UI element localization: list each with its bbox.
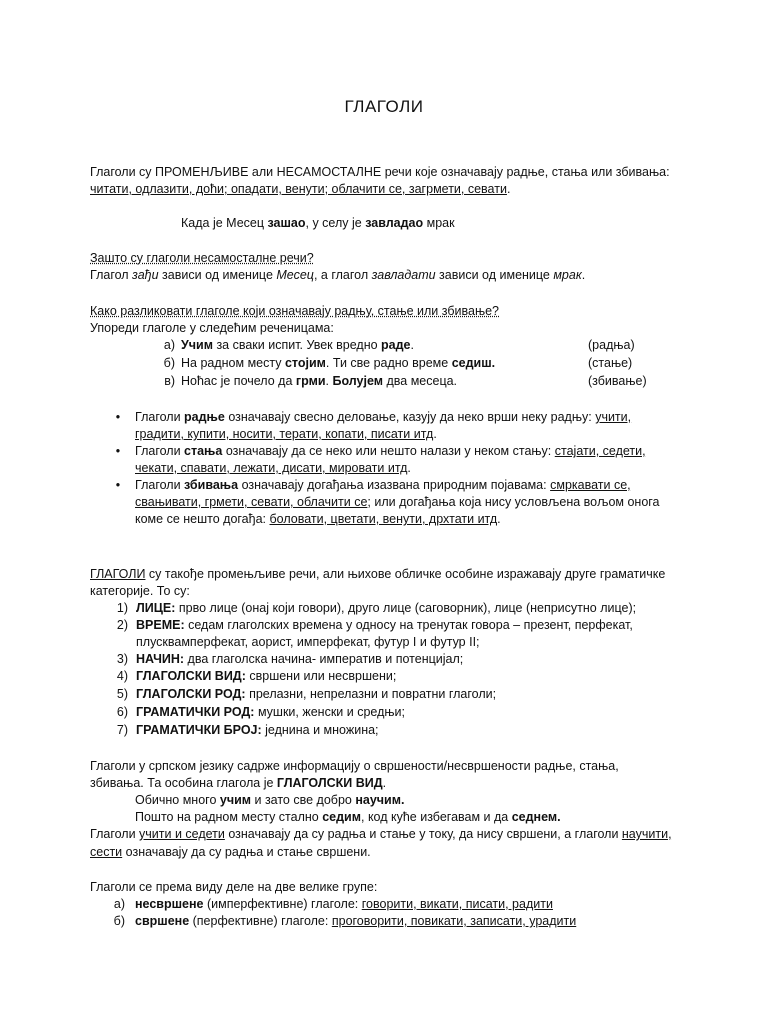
text-run: свршени или несвршени; [245, 669, 397, 683]
list-item [136, 617, 633, 634]
text-run: (перфективне) глаголе: [189, 914, 332, 928]
italic-run: зађи [132, 268, 159, 282]
text-run: Глаголи [135, 410, 185, 424]
verb-bold: седим [322, 810, 361, 824]
categories-intro-2: категорије. То су: [90, 584, 190, 598]
verb-bold: завладао [365, 216, 424, 230]
list-number: 1) [116, 601, 128, 615]
text-run: , код куће избегавам и да [361, 810, 512, 824]
item-label: б) [113, 914, 125, 928]
underlined-run: говорити, викати, писати, радити [361, 897, 553, 911]
text-run: Глаголи су [90, 165, 155, 179]
item-label: а) [113, 897, 125, 911]
list-item [136, 668, 396, 685]
verb-bold: седиш. [451, 356, 496, 370]
text-run: али [248, 165, 277, 179]
text-run: , а глагол [313, 268, 372, 282]
verb-bold: седнем. [511, 810, 561, 824]
aspect-line-1: Глаголи у српском језику садрже информацију о свршености/несвршености радње, стања, [90, 759, 619, 773]
aspect-example-2 [135, 809, 561, 826]
list-item [136, 704, 405, 721]
term-bold: ГЛАГОЛСКИ РОД: [136, 687, 246, 701]
text-run: збивања. Та особина глагола је [90, 776, 277, 790]
list-item [136, 651, 463, 668]
text-run: Када је Месец [181, 216, 268, 230]
italic-run: завладати [371, 268, 436, 282]
term-bold: свршене [135, 914, 190, 928]
list-item-continuation [136, 634, 480, 651]
list-item [136, 600, 636, 617]
text-run: означавају да се неко или нешто налази у неком стању: [222, 444, 555, 458]
text-run: . [497, 512, 501, 526]
bullet-glyph: • [115, 478, 121, 492]
bullet-glyph: • [115, 410, 121, 424]
text-run: . Ти све радно време [325, 356, 452, 370]
list-number: 2) [116, 618, 128, 632]
text-run: . [382, 776, 387, 790]
text-run: два месеца. [383, 374, 458, 388]
text-run: Глаголи [135, 478, 185, 492]
list-number: 7) [116, 723, 128, 737]
aspect-example-1 [135, 792, 404, 809]
underlined-run: сести [90, 845, 123, 859]
list-item [136, 722, 379, 739]
underlined-run: свањивати, грмети, севати, облачити се [135, 495, 368, 509]
categories-intro-1 [90, 566, 665, 583]
text-run: коме се нешто догађа: [135, 512, 270, 526]
aspect-line-2 [90, 775, 386, 792]
item-text [181, 355, 495, 372]
why-heading: Зашто су глаголи несамосталне речи? [90, 251, 314, 265]
underlined-run: учити и седети [139, 827, 225, 841]
verb-bold: Учим [181, 338, 213, 352]
verb-bold: научим. [355, 793, 405, 807]
underlined-run: учити, [595, 410, 632, 424]
why-answer [90, 267, 585, 284]
text-run: Пошто на радном месту стално [135, 810, 323, 824]
term-bold: ГРАМАТИЧКИ РОД: [136, 705, 255, 719]
bullet-line [135, 409, 631, 426]
text-run: и зато све добро [251, 793, 356, 807]
text-run: плусквамперфекат, аорист, имперфекат, футур I и футур II; [136, 635, 480, 649]
italic-run: Месец [276, 268, 314, 282]
underlined-run: чекати, спавати, лежати, дисати, мировати итд [135, 461, 408, 475]
underlined-run: боловати, цветати, венути, дрхтати итд [269, 512, 498, 526]
term-bold: стања [184, 444, 223, 458]
italic-run: мрак [553, 268, 582, 282]
intro-line-1 [90, 164, 670, 181]
list-number: 3) [116, 652, 128, 666]
examples-text: читати, одлазити, доћи; опадати, венути; облачити се, загрмети, севати [90, 182, 507, 196]
term-bold: ГЛАГОЛСКИ ВИД [276, 776, 383, 790]
compare-instruction: Упореди глаголе у следећим реченицама: [90, 321, 334, 335]
text-run: НЕСАМОСТАЛНЕ [276, 165, 382, 179]
term-bold: ГЛАГОЛСКИ ВИД: [136, 669, 246, 683]
bullet-line [135, 477, 631, 494]
text-run: Глаголи [135, 444, 185, 458]
verb-bold: зашао [267, 216, 306, 230]
text-run: мушки, женски и средњи; [254, 705, 405, 719]
term-bold: радње [184, 410, 225, 424]
text-run: . [407, 461, 411, 475]
list-number: 6) [116, 705, 128, 719]
underlined-run: смркавати се, [550, 478, 631, 492]
item-label: б) [163, 356, 175, 370]
text-run: означавају да су радња и стање свршени. [122, 845, 371, 859]
list-number: 4) [116, 669, 128, 683]
text-run: . [410, 338, 414, 352]
page-title: ГЛАГОЛИ [344, 97, 424, 116]
text-run: Ноћас је почело да [181, 374, 296, 388]
text-run: зависи од именице [158, 268, 277, 282]
text-run: Глагол [90, 268, 133, 282]
item-tag: (стање) [588, 356, 633, 370]
how-heading: Како разликовати глаголе који означавају радњу, стање или збивање? [90, 304, 500, 318]
term-bold: збивања [184, 478, 239, 492]
item-tag: (радња) [588, 338, 635, 352]
item-text [181, 337, 414, 354]
text-run: означавају свесно деловање, казују да неко врши неку радњу: [224, 410, 596, 424]
item-text [135, 913, 576, 930]
text-run: прво лице (онај који говори), друго лице (саговорник), лице (неприсутно лице); [175, 601, 637, 615]
verb-bold: грми [295, 374, 326, 388]
text-run: означавају догађања изазвана природним појавама: [238, 478, 551, 492]
text-run: прелазни, непрелазни и повратни глаголи; [245, 687, 497, 701]
item-label: в) [164, 374, 175, 388]
underlined-run: ГЛАГОЛИ [90, 567, 146, 581]
text-run: речи које означавају радње, стања или збивања: [381, 165, 670, 179]
list-item [136, 686, 496, 703]
underlined-run: проговорити, повикати, записати, урадити [331, 914, 577, 928]
text-run: су такође промењљиве речи, али њихове обличке особине изражавају друге граматичке [145, 567, 666, 581]
text-run: за сваки испит. Увек вредно [212, 338, 382, 352]
text-run: зависи од именице [435, 268, 554, 282]
term-bold: несвршене [135, 897, 204, 911]
text-run: . [581, 268, 586, 282]
item-label: а) [163, 338, 175, 352]
bullet-line [135, 511, 501, 528]
term-bold: НАЧИН: [136, 652, 185, 666]
verb-bold: стојим [284, 356, 326, 370]
text-run: Обично много [135, 793, 220, 807]
text-run: . [325, 374, 333, 388]
verb-bold: Болујем [332, 374, 383, 388]
text-run: седам глаголских времена у односу на тренутак говора – презент, перфекат, [184, 618, 633, 632]
text-run: два глаголска начина- императив и потенцијал; [184, 652, 464, 666]
text-run: једнина и множина; [261, 723, 379, 737]
text-run: . [433, 427, 437, 441]
verb-bold: раде [381, 338, 411, 352]
item-text [135, 896, 553, 913]
bullet-glyph: • [115, 444, 121, 458]
groups-intro: Глаголи се према виду деле на две велике групе: [90, 880, 378, 894]
item-text [181, 373, 457, 390]
bullet-line [135, 426, 437, 443]
bullet-line [135, 460, 411, 477]
text-run: мрак [423, 216, 455, 230]
underlined-run: научити, [621, 827, 672, 841]
term-bold: ГРАМАТИЧКИ БРОЈ: [136, 723, 262, 737]
bullet-line [135, 443, 646, 460]
underlined-run: градити, купити, носити, терати, копати, писати итд [135, 427, 434, 441]
intro-line-2 [90, 181, 510, 198]
text-run: ПРОМЕНЉИВЕ [155, 165, 249, 179]
text-run: означавају да су радња и стање у току, да нису свршени, а глаголи [224, 827, 622, 841]
item-tag: (збивање) [588, 374, 647, 388]
aspect-line-6 [90, 844, 371, 861]
bullet-line [135, 494, 660, 511]
text-run: . [506, 182, 511, 196]
text-run: (имперфективне) глаголе: [203, 897, 362, 911]
text-run: ; или догађања која нису условљена вољом онога [367, 495, 660, 509]
aspect-line-5 [90, 826, 672, 843]
verb-bold: учим [219, 793, 252, 807]
example-sentence [181, 215, 455, 232]
term-bold: ЛИЦЕ: [136, 601, 176, 615]
list-number: 5) [116, 687, 128, 701]
text-run: , у селу је [305, 216, 366, 230]
underlined-run: стајати, седети, [554, 444, 646, 458]
term-bold: ВРЕМЕ: [136, 618, 185, 632]
text-run: На радном месту [181, 356, 285, 370]
text-run: Глаголи [90, 827, 140, 841]
